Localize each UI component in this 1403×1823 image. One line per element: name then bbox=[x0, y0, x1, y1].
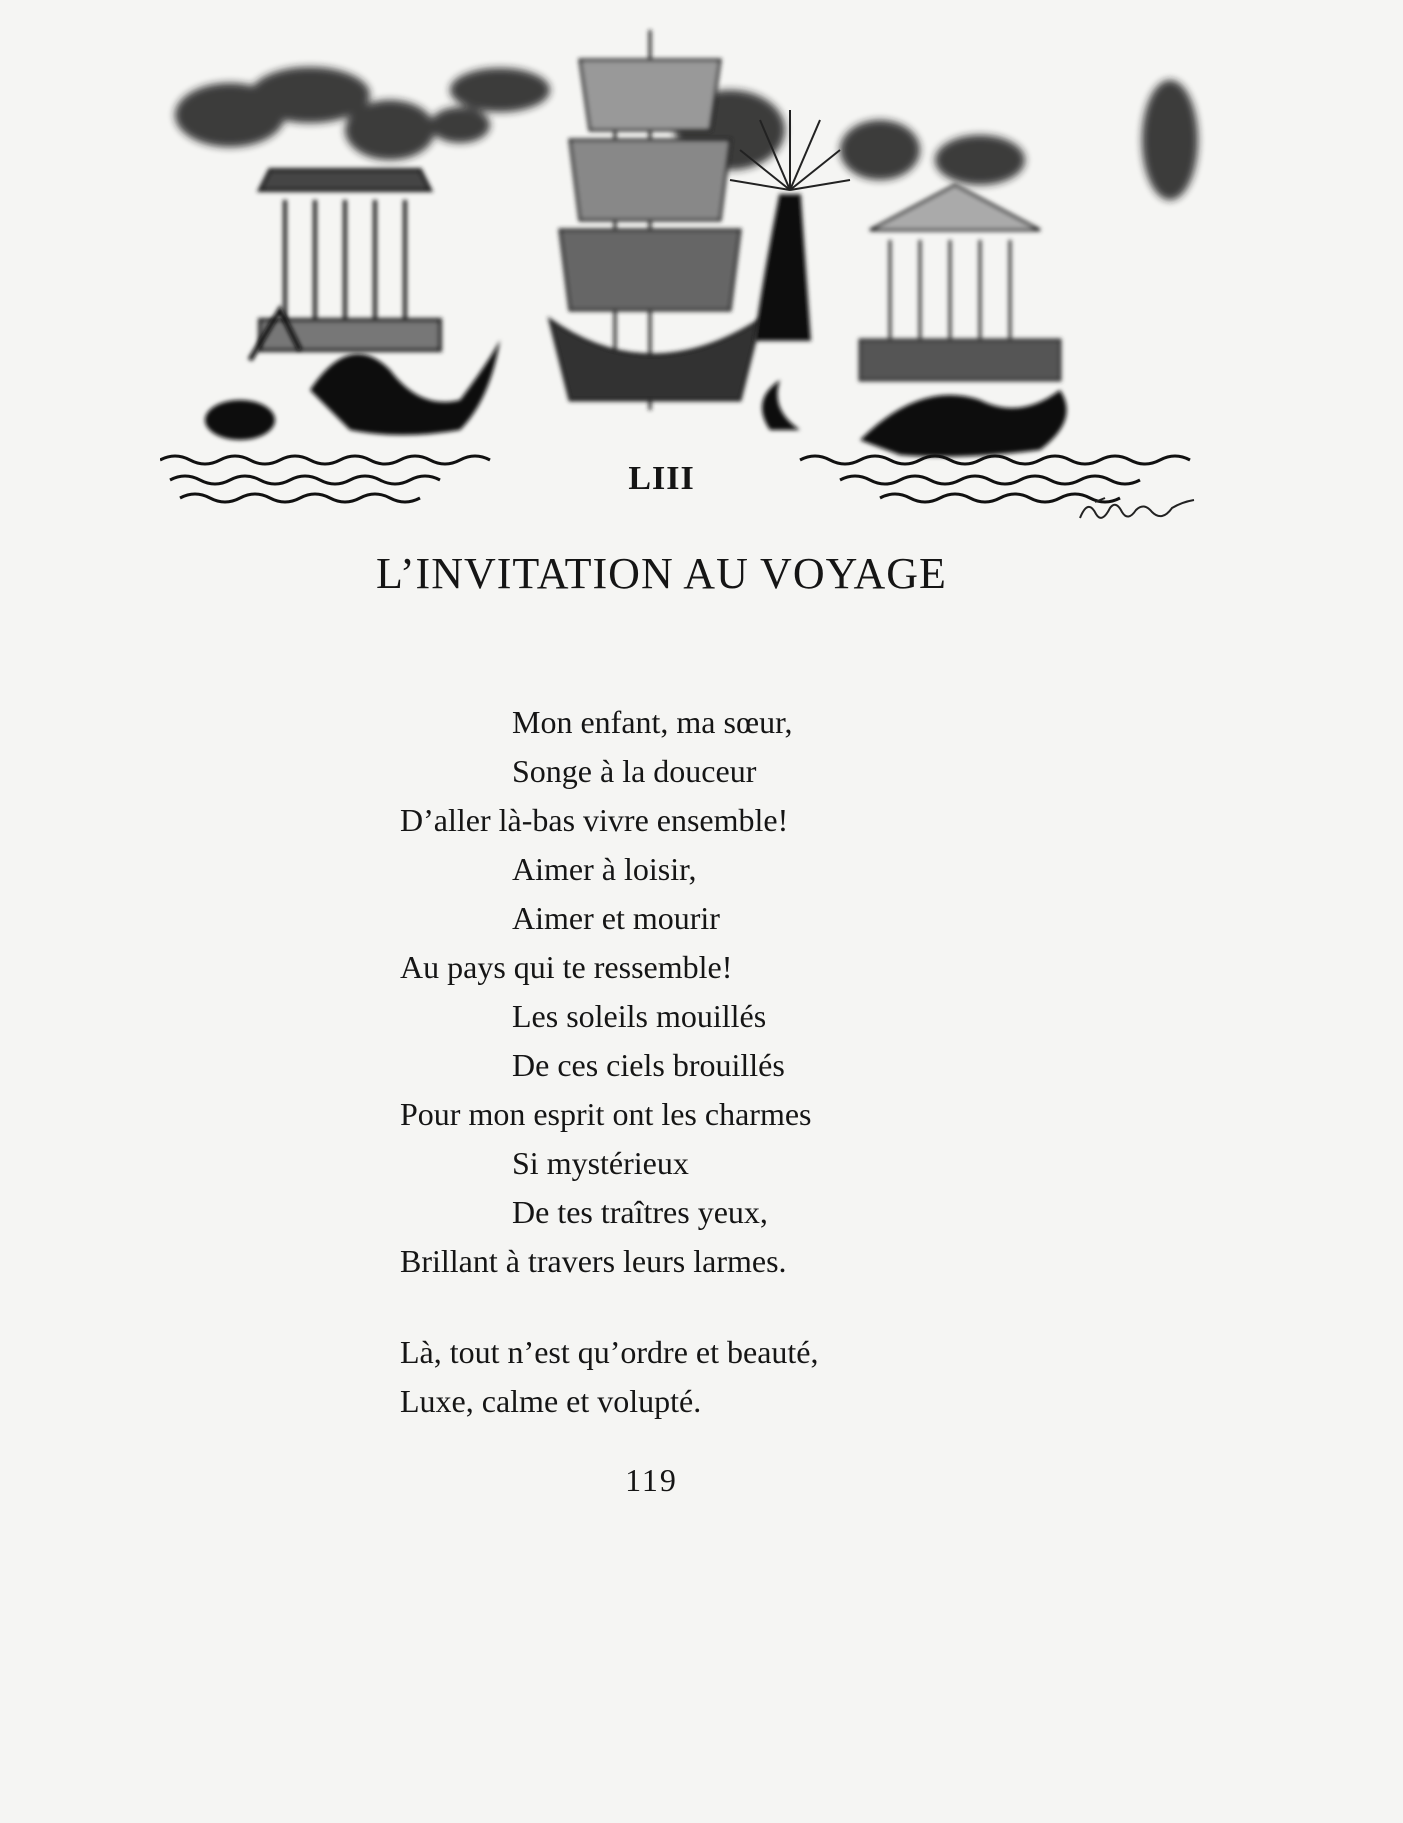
header-illustration bbox=[160, 20, 1220, 520]
poem-line: Aimer à loisir, bbox=[512, 851, 697, 887]
stanza-divider bbox=[400, 1286, 1100, 1328]
sailing-ship bbox=[550, 30, 760, 410]
page-number: 119 bbox=[625, 1462, 678, 1498]
poem-line: Brillant à travers leurs larmes. bbox=[400, 1243, 787, 1279]
poem-line: Les soleils mouillés bbox=[512, 998, 767, 1034]
stanza-1 bbox=[400, 698, 1100, 1286]
artist-signature bbox=[1075, 490, 1205, 530]
poem-line: Pour mon esprit ont les charmes bbox=[400, 1096, 812, 1132]
poem-line: Aimer et mourir bbox=[512, 900, 720, 936]
right-temple bbox=[860, 185, 1060, 380]
poem-line: Luxe, calme et volupté. bbox=[400, 1383, 702, 1419]
refrain bbox=[400, 1328, 1100, 1426]
poem-line: D’aller là-bas vivre ensemble! bbox=[400, 802, 789, 838]
chapter-number: LIII bbox=[628, 460, 695, 497]
poem-line: Au pays qui te ressemble! bbox=[400, 949, 733, 985]
poem-line: Là, tout n’est qu’ordre et beauté, bbox=[400, 1334, 819, 1370]
poem-line: Si mystérieux bbox=[512, 1145, 689, 1181]
poem-line: De tes traîtres yeux, bbox=[512, 1194, 768, 1230]
poem-title: L’INVITATION AU VOYAGE bbox=[376, 549, 947, 598]
ink-drawing-icon bbox=[160, 20, 1220, 520]
poem-line: Songe à la douceur bbox=[512, 753, 757, 789]
poem-body bbox=[400, 698, 1100, 1426]
poem-line: Mon enfant, ma sœur, bbox=[512, 704, 793, 740]
poem-line: De ces ciels brouillés bbox=[512, 1047, 785, 1083]
signature-icon bbox=[1075, 490, 1205, 530]
